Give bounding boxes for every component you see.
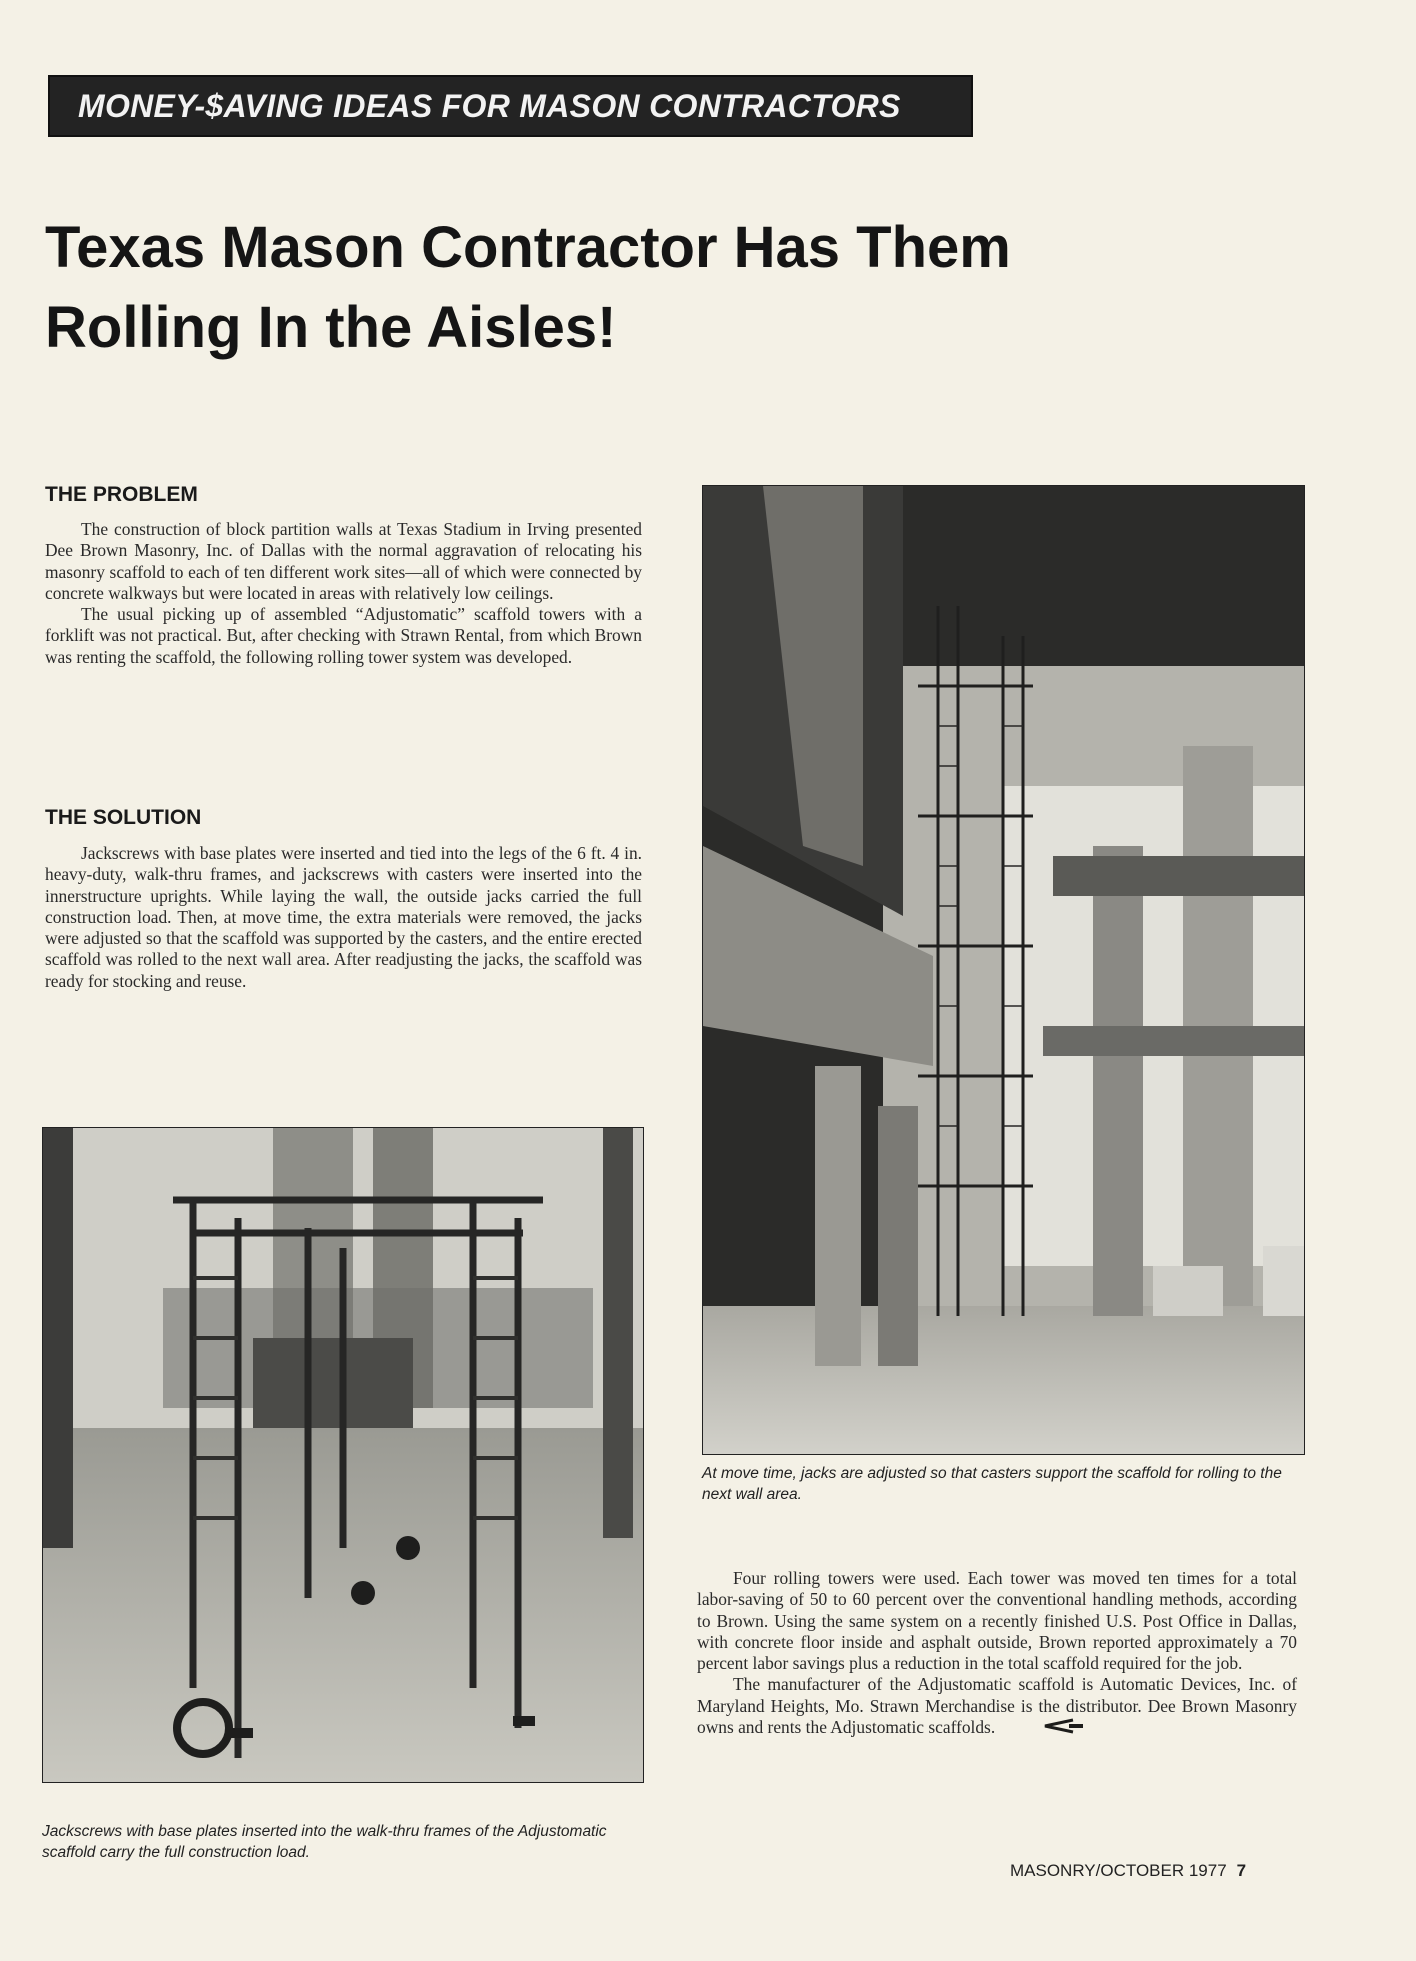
headline-line-1: Texas Mason Contractor Has Them xyxy=(45,215,1011,280)
conclusion-body xyxy=(697,1568,1297,1741)
right-photo-caption: At move time, jacks are adjusted so that casters support the scaffold for rolling to the next wall area. xyxy=(702,1465,1282,1503)
problem-paragraph-1: The construction of block partition walls at Texas Stadium in Irving presented Dee Brown Masonry, Inc. of Dallas with the normal aggravation of relocating his masonry scaffold to each of ten different work sites—all of which were connected by concrete walkways but were located in areas with relatively low ceilings. xyxy=(45,519,642,603)
rolling-scaffold-photo xyxy=(702,485,1305,1455)
problem-heading: THE PROBLEM xyxy=(45,483,198,506)
solution-paragraph-1: Jackscrews with base plates were inserted and tied into the legs of the 6 ft. 4 in. heavy-duty, walk-thru frames, and jackscrews with casters were inserted into the innerstructure uprights. While laying the wall, the outside jacks carried the full construction load. Then, at move time, the extra materials were removed, the jacks were adjusted so that the scaffold was supported by the casters, and the entire erected scaffold was rolled to the next wall area. After readjusting the jacks, the scaffold was ready for stocking and reuse. xyxy=(45,843,642,991)
end-mark-icon xyxy=(1003,1717,1085,1740)
solution-body xyxy=(45,843,642,992)
problem-paragraph-2: The usual picking up of assembled “Adjustomatic” scaffold towers with a forklift was not practical. But, after checking with Strawn Rental, from which Brown was renting the scaffold, the following rolling tower system was developed. xyxy=(45,604,642,667)
left-photo-caption: Jackscrews with base plates inserted into the walk-thru frames of the Adjustomatic scaffold carry the full construction load. xyxy=(42,1823,607,1861)
conclusion-paragraph-2-text: The manufacturer of the Adjustomatic scaffold is Automatic Devices, Inc. of Maryland Heights, Mo. Strawn Merchandise is the distributor. Dee Brown Masonry owns and rents the Adjustomatic scaffolds. xyxy=(697,1674,1297,1738)
page-footer xyxy=(1010,1861,1246,1881)
solution-heading: THE SOLUTION xyxy=(45,806,202,829)
section-banner: MONEY-$AVING IDEAS FOR MASON CONTRACTORS xyxy=(48,75,973,137)
page-number: 7 xyxy=(1236,1861,1247,1880)
conclusion-paragraph-2 xyxy=(697,1674,1297,1740)
headline-line-2: Rolling In the Aisles! xyxy=(45,295,617,360)
scaffold-jackscrews-photo xyxy=(42,1127,644,1783)
article-headline xyxy=(45,208,1145,368)
publication-issue: MASONRY/OCTOBER 1977 xyxy=(1010,1861,1227,1880)
conclusion-paragraph-1: Four rolling towers were used. Each tower was moved ten times for a total labor-saving of 50 to 60 percent over the conventional handling methods, according to Brown. Using the same system on a recently finished U.S. Post Office in Dallas, with concrete floor inside and asphalt outside, Brown reported approximately a 70 percent labor savings plus a reduction in the total scaffold required for the job. xyxy=(697,1568,1297,1674)
problem-body xyxy=(45,519,642,668)
